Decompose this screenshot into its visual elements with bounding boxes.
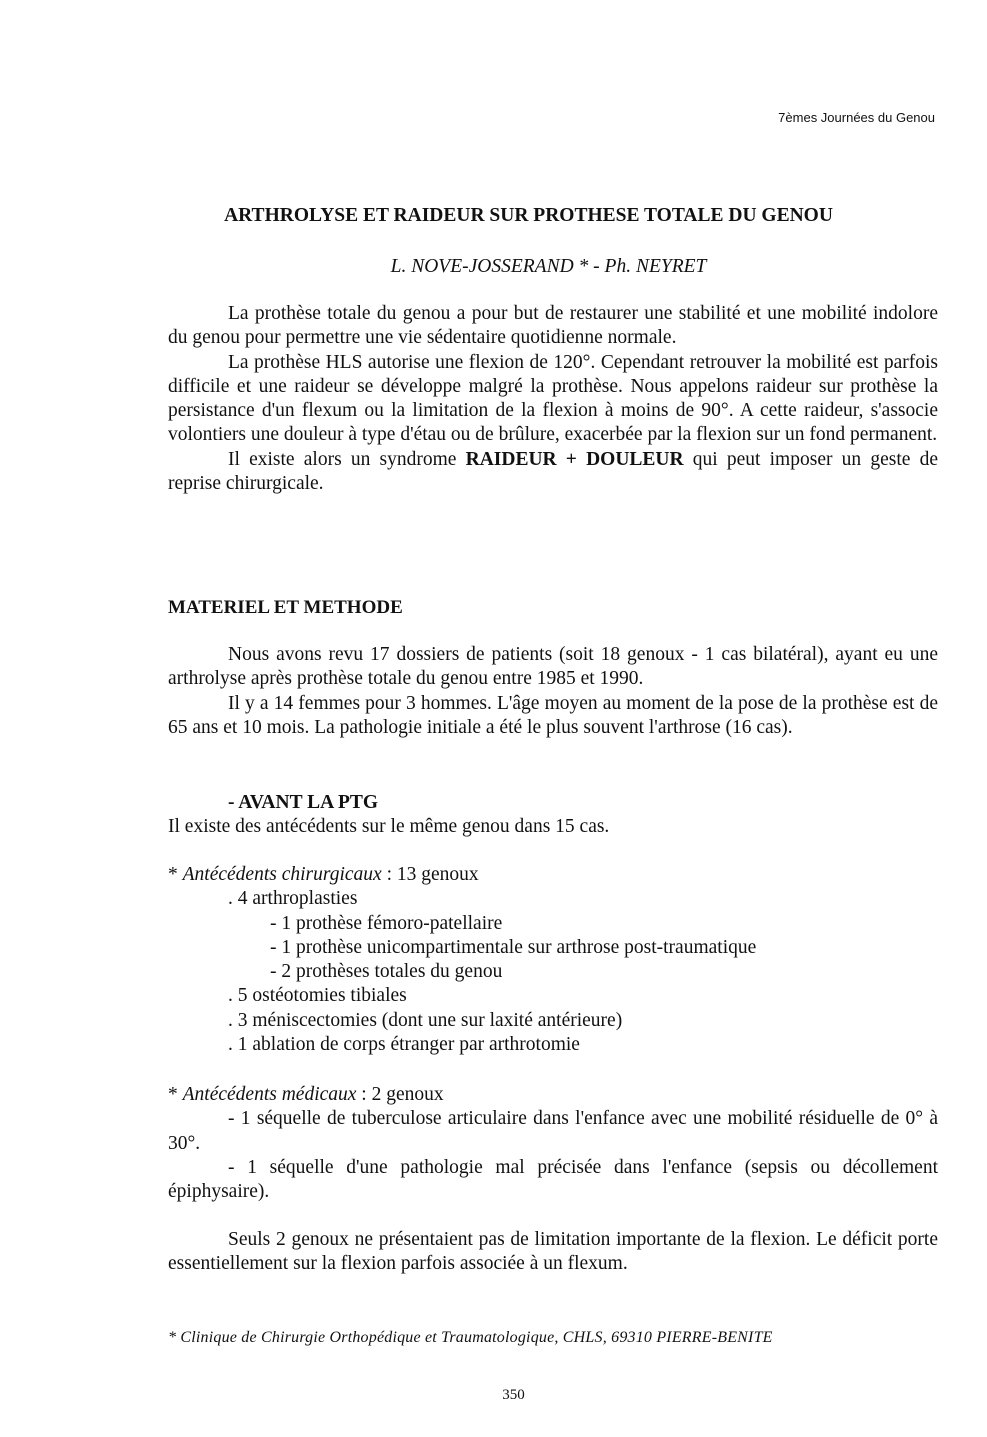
avant-ptg-section bbox=[168, 791, 938, 840]
seuls-paragraph: Seuls 2 genoux ne présentaient pas de limitation importante de la flexion. Le déficit porte essentiellement sur la flexion parfois associée à un flexum. bbox=[168, 1229, 938, 1275]
section-heading-materiel: MATERIEL ET METHODE bbox=[168, 597, 403, 618]
intro-p3-start: Il existe alors un syndrome bbox=[228, 448, 466, 470]
medicaux-label: Antécédents médicaux bbox=[182, 1084, 357, 1105]
medicaux-item-1: - 1 séquelle de tuberculose articulaire dans l'enfance avec une mobilité résiduelle de 0° à 30°. bbox=[168, 1108, 938, 1154]
list-item: - 2 prothèses totales du genou bbox=[270, 961, 503, 983]
intro-paragraph-1: La prothèse totale du genou a pour but de restaurer une stabilité et une mobilité indolore du genou pour permettre une vie sédentaire quotidienne normale. bbox=[168, 303, 938, 349]
running-header: 7èmes Journées du Genou bbox=[778, 110, 935, 125]
list-item: . 3 méniscectomies (dont une sur laxité antérieure) bbox=[228, 1009, 623, 1031]
intro-paragraph-3 bbox=[168, 448, 938, 497]
avant-ptg-text: Il existe des antécédents sur le même genou dans 15 cas. bbox=[168, 816, 610, 838]
syndrome-emphasis: RAIDEUR + DOULEUR bbox=[465, 448, 684, 470]
intro-paragraph-2: La prothèse HLS autorise une flexion de 120°. Cependant retrouver la mobilité est parfois difficile et une raideur se développe malgré la prothèse. Nous appelons raideur sur prothèse la persistance d'un flexum ou la limitation de la flexion à moins de 90°. A cette raideur, s'associe volontiers une douleur à type d'étau ou de brûlure, exacerbée par la flexion sur un fond permanent. bbox=[168, 351, 938, 446]
asterisk: * bbox=[168, 1084, 183, 1105]
chirurgicaux-label: Antécédents chirurgicaux bbox=[182, 864, 382, 885]
page-number: 350 bbox=[502, 1387, 525, 1403]
materiel-paragraph-2: Il y a 14 femmes pour 3 hommes. L'âge moyen au moment de la pose de la prothèse est de 65 ans et 10 mois. La pathologie initiale a été le plus souvent l'arthrose (16 cas). bbox=[168, 692, 938, 738]
list-item: - 1 prothèse fémoro-patellaire bbox=[270, 912, 503, 934]
antecedents-chirurgicaux bbox=[168, 863, 938, 1057]
avant-ptg-title: - AVANT LA PTG bbox=[228, 792, 379, 813]
medicaux-heading bbox=[168, 1083, 938, 1107]
medicaux-item-2: - 1 séquelle d'une pathologie mal précisée dans l'enfance (sepsis ou décollement épiphysaire). bbox=[168, 1156, 938, 1203]
asterisk: * bbox=[168, 864, 183, 885]
conclusion-paragraph bbox=[168, 1228, 938, 1277]
antecedents-medicaux bbox=[168, 1083, 938, 1204]
materiel-paragraph-1: Nous avons revu 17 dossiers de patients (soit 18 genoux - 1 cas bilatéral), ayant eu une arthrolyse après prothèse totale du genou entre 1985 et 1990. bbox=[168, 644, 938, 690]
medicaux-count: : 2 genoux bbox=[356, 1084, 444, 1105]
intro-p3-end: qui peut imposer un geste de reprise chirurgicale. bbox=[168, 448, 938, 495]
introduction bbox=[168, 302, 938, 496]
authors: L. NOVE-JOSSERAND * - Ph. NEYRET bbox=[390, 256, 707, 277]
affiliation-footnote: * Clinique de Chirurgie Orthopédique et Traumatologique, CHLS, 69310 PIERRE-BENITE bbox=[168, 1329, 773, 1346]
list-item: . 5 ostéotomies tibiales bbox=[228, 985, 407, 1007]
materiel-section bbox=[168, 643, 938, 740]
chirurgicaux-heading bbox=[168, 863, 938, 887]
list-item: . 1 ablation de corps étranger par arthrotomie bbox=[228, 1034, 580, 1056]
article-title: ARTHROLYSE ET RAIDEUR SUR PROTHESE TOTALE DU GENOU bbox=[224, 205, 833, 226]
list-item: . 4 arthroplasties bbox=[228, 888, 358, 910]
chirurgicaux-count: : 13 genoux bbox=[381, 864, 479, 885]
list-item: - 1 prothèse unicompartimentale sur arthrose post-traumatique bbox=[270, 936, 757, 958]
